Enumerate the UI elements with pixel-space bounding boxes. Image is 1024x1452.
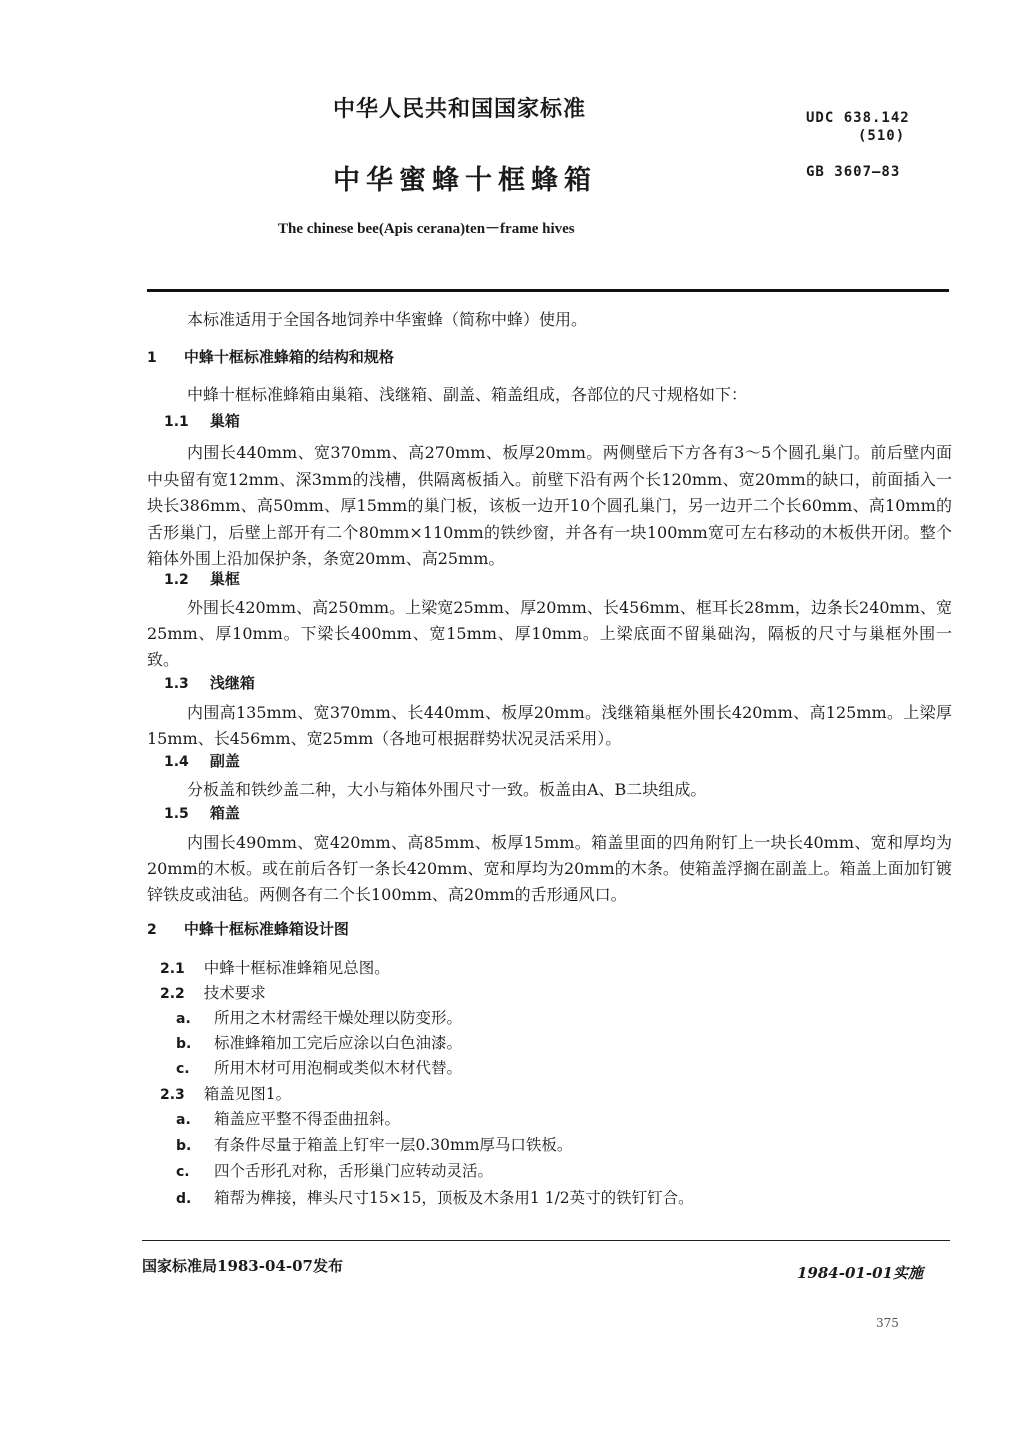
clause-text: 技术要求	[203, 984, 266, 1002]
subsection-paragraph: 内围长440mm、宽370mm、高270mm、板厚20mm。两侧壁后下方各有3～5个圆孔巢门。前后壁内面中央留有宽12mm、深3mm的浅槽，供隔离板插入。前壁下沿有两个长120mm、宽20mm的缺口，前面插入一块长386mm、高50mm、厚15mm的巢门板，该板一边开10个圆孔巢门，另一边开二个长60mm、高10mm的舌形巢门，后壁上部开有二个80mm×110mm的铁纱窗，并各有一块100mm宽可左右移动的木板供开闭。整个箱体外围上沿加保护条，条宽20mm、高25mm。	[147, 443, 952, 568]
clause-text: 中蜂十框标准蜂箱见总图。	[203, 959, 390, 977]
list-item	[176, 1159, 493, 1181]
intro-paragraph: 本标准适用于全国各地饲养中华蜜蜂（简称中蜂）使用。	[187, 310, 588, 329]
subsection-heading	[164, 802, 240, 823]
list-item-label: d.	[176, 1191, 192, 1207]
clause-text: 箱盖见图1。	[203, 1085, 292, 1103]
subsection-title: 巢箱	[209, 412, 240, 430]
document-title-english: The chinese bee(Apis cerana)ten－frame hives	[278, 221, 575, 237]
clause-2-2	[160, 981, 266, 1003]
list-item	[176, 1031, 462, 1053]
subsection-title: 箱盖	[209, 804, 240, 822]
gb-number: GB 3607—83	[806, 164, 901, 180]
subsection-heading	[164, 568, 240, 589]
section-number: 1	[147, 350, 157, 366]
list-item	[176, 1107, 400, 1129]
list-item-label: a.	[176, 1112, 191, 1128]
document-title: 中华蜜蜂十框蜂箱	[333, 165, 597, 196]
subsection-paragraph: 内围高135mm、宽370mm、长440mm、板厚20mm。浅继箱巢框外围长420mm、高125mm。上梁厚15mm、长456mm、宽25mm（各地可根据群势状况灵活采用）。	[147, 703, 952, 748]
udc-code: UDC 638.142	[806, 110, 910, 126]
issue-date: 国家标准局1983-04-07发布	[142, 1257, 343, 1275]
standard-category: 中华人民共和国国家标准	[333, 96, 587, 122]
subsection-heading	[164, 672, 255, 693]
page-number: 375	[876, 1316, 899, 1330]
section-heading	[147, 346, 394, 367]
subsection-paragraph: 外围长420mm、高250mm。上梁宽25mm、厚20mm、长456mm、框耳长28mm，边条长240mm、宽25mm、厚10mm。下梁长400mm、宽15mm、厚10mm。上梁底面不留巢础沟，隔板的尺寸与巢框外围一致。	[147, 598, 952, 669]
subsection-heading	[164, 410, 240, 431]
subsection-number: 1.5	[164, 806, 189, 822]
list-item-label: c.	[176, 1164, 190, 1180]
list-item-text: 标准蜂箱加工完后应涂以白色油漆。	[214, 1034, 463, 1052]
list-item-text: 箱帮为榫接，榫头尺寸15×15，顶板及木条用1 1/2英寸的铁钉钉合。	[214, 1189, 694, 1207]
implementation-date: 1984-01-01实施	[797, 1264, 923, 1282]
section-heading	[147, 918, 349, 939]
subsection-paragraph: 内围长490mm、宽420mm、高85mm、板厚15mm。箱盖里面的四角附钉上一块长40mm、宽和厚均为20mm的木板。或在前后各钉一条长420mm、宽和厚均为20mm的木条。使箱盖浮搁在副盖上。箱盖上面加钉镀锌铁皮或油毡。两侧各有二个长100mm、高20mm的舌形通风口。	[147, 833, 952, 904]
list-item-label: c.	[176, 1061, 190, 1077]
list-item-label: a.	[176, 1011, 191, 1027]
list-item-label: b.	[176, 1138, 192, 1154]
section-paragraph: 中蜂十框标准蜂箱由巢箱、浅继箱、副盖、箱盖组成，各部位的尺寸规格如下：	[187, 385, 748, 404]
subsection-number: 1.2	[164, 572, 189, 588]
clause-2-3	[160, 1082, 291, 1104]
list-item-text: 所用木材可用泡桐或类似木材代替。	[214, 1059, 463, 1077]
section-title: 中蜂十框标准蜂箱的结构和规格	[183, 348, 394, 366]
clause-2-1	[160, 956, 390, 978]
list-item	[176, 1056, 462, 1078]
list-item-label: b.	[176, 1036, 192, 1052]
subsection-heading	[164, 750, 240, 771]
subsection-number: 1.3	[164, 676, 189, 692]
clause-number: 2.3	[160, 1087, 185, 1103]
header-rule	[147, 289, 949, 292]
subsection-title: 副盖	[209, 752, 240, 770]
section-title: 中蜂十框标准蜂箱设计图	[183, 920, 349, 938]
list-item-text: 所用之木材需经干燥处理以防变形。	[214, 1009, 463, 1027]
subsection-number: 1.4	[164, 754, 189, 770]
footer-rule	[142, 1240, 950, 1241]
subsection-title: 巢框	[209, 570, 240, 588]
list-item	[176, 1186, 694, 1208]
subsection-paragraph: 分板盖和铁纱盖二种，大小与箱体外围尺寸一致。板盖由A、B二块组成。	[187, 780, 707, 799]
section-number: 2	[147, 922, 157, 938]
list-item-text: 四个舌形孔对称，舌形巢门应转动灵活。	[214, 1162, 494, 1180]
list-item	[176, 1006, 462, 1028]
clause-number: 2.1	[160, 961, 185, 977]
list-item-text: 有条件尽量于箱盖上钉牢一层0.30mm厚马口铁板。	[214, 1136, 573, 1154]
subsection-title: 浅继箱	[209, 674, 255, 692]
subsection-number: 1.1	[164, 414, 189, 430]
list-item-text: 箱盖应平整不得歪曲扭斜。	[214, 1110, 401, 1128]
list-item	[176, 1133, 572, 1155]
clause-number: 2.2	[160, 986, 185, 1002]
udc-subcode: (510)	[858, 128, 906, 144]
